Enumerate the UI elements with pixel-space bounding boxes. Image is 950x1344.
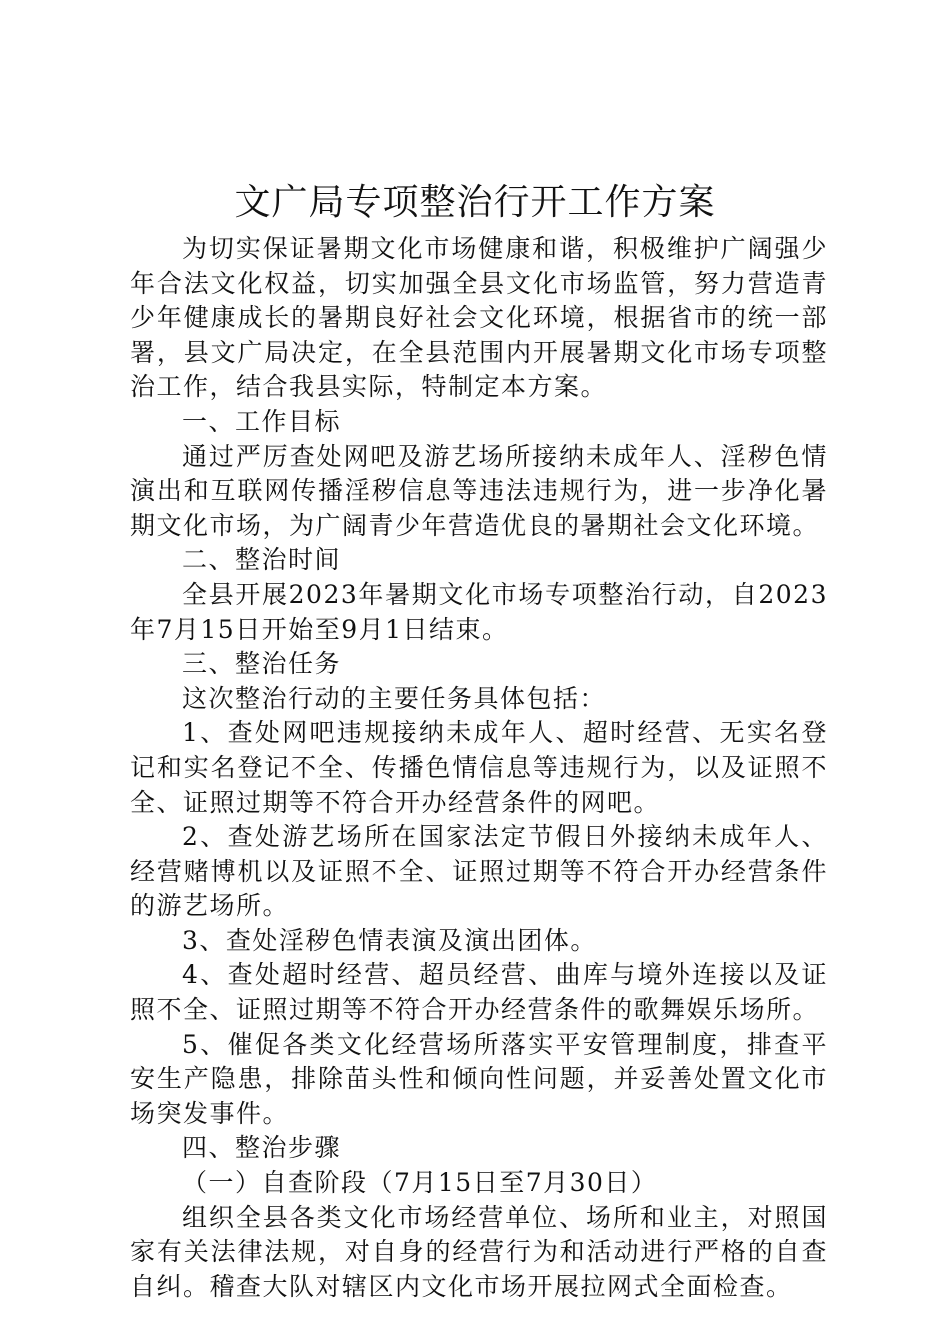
task-item-3: 3、查处淫秽色情表演及演出团体。: [182, 925, 597, 955]
time-paragraph: 全县开展2023年暑期文化市场专项整治行动，自2023年7月15日开始至9月1日结束。: [130, 579, 828, 644]
step-heading-self-check: （一）自查阶段（7月15日至7月30日）: [182, 1168, 658, 1198]
section-heading-time: 二、整治时间: [182, 545, 342, 575]
document-title: 文广局专项整治行开工作方案: [234, 182, 716, 223]
self-check-paragraph: 组织全县各类文化市场经营单位、场所和业主，对照国家有关法律法规，对自身的经营行为和活动进行严格的自查自纠。稽查大队对辖区内文化市场开展拉网式全面检查。: [130, 1202, 828, 1301]
task-item-5: 5、催促各类文化经营场所落实平安管理制度，排查平安生产隐患，排除苗头性和倾向性问题，并妥善处置文化市场突发事件。: [130, 1029, 828, 1128]
task-item-4: 4、查处超时经营、超员经营、曲库与境外连接以及证照不全、证照过期等不符合开办经营条件的歌舞娱乐场所。: [130, 960, 828, 1025]
section-heading-goals: 一、工作目标: [182, 406, 342, 436]
document-body: [130, 232, 828, 1304]
task-item-1: 1、查处网吧违规接纳未成年人、超时经营、无实名登记和实名登记不全、传播色情信息等违规行为，以及证照不全、证照过期等不符合开办经营条件的网吧。: [130, 718, 828, 817]
section-heading-steps: 四、整治步骤: [182, 1133, 342, 1163]
section-heading-tasks: 三、整治任务: [182, 649, 342, 679]
task-item-2: 2、查处游艺场所在国家法定节假日外接纳未成年人、经营赌博机以及证照不全、证照过期等不符合开办经营条件的游艺场所。: [130, 822, 828, 921]
intro-paragraph: 为切实保证暑期文化市场健康和谐，积极维护广阔强少年合法文化权益，切实加强全县文化市场监管，努力营造青少年健康成长的暑期良好社会文化环境，根据省市的统一部署，县文广局决定，在全县范围内开展暑期文化市场专项整治工作，结合我县实际，特制定本方案。: [130, 234, 828, 402]
tasks-intro-paragraph: 这次整治行动的主要任务具体包括：: [182, 683, 607, 713]
goals-paragraph: 通过严厉查处网吧及游艺场所接纳未成年人、淫秽色情演出和互联网传播淫秽信息等违法违规行为，进一步净化暑期文化市场，为广阔青少年营造优良的暑期社会文化环境。: [130, 441, 828, 540]
